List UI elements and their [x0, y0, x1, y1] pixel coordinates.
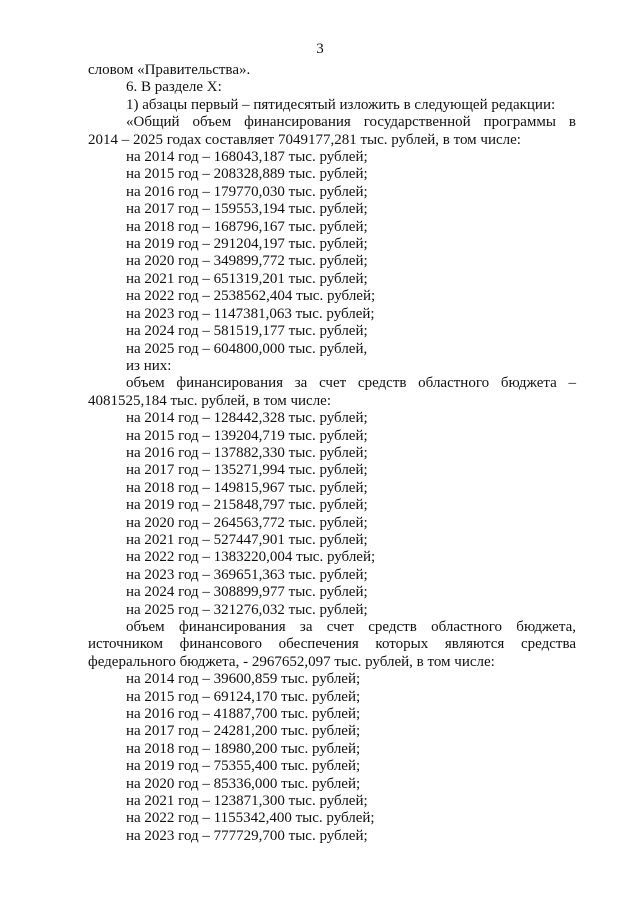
federal-funding-by-year — [88, 671, 576, 845]
federal-year-line: на 2023 год – 777729,700 тыс. рублей; — [126, 827, 368, 844]
regional-year-line: на 2021 год – 527447,901 тыс. рублей; — [126, 531, 368, 548]
regional-year-line: на 2023 год – 369651,363 тыс. рублей; — [126, 566, 368, 583]
federal-year-line: на 2017 год – 24281,200 тыс. рублей; — [126, 723, 361, 740]
regional-year-line: на 2016 год – 137882,330 тыс. рублей; — [126, 444, 368, 461]
regional-year-line: на 2015 год – 139204,719 тыс. рублей; — [126, 427, 368, 444]
federal-year-line: на 2016 год – 41887,700 тыс. рублей; — [126, 706, 361, 723]
amendment-instruction: 1) абзацы первый – пятидесятый изложить в следующей редакции: — [126, 96, 556, 113]
total-funding-by-year — [88, 149, 576, 358]
regional-year-line: на 2019 год – 215848,797 тыс. рублей; — [126, 497, 368, 514]
federal-year-line: на 2021 год – 123871,300 тыс. рублей; — [126, 793, 368, 810]
document-body — [88, 62, 576, 845]
section-heading: 6. В разделе X: — [126, 79, 222, 96]
total-year-line: на 2024 год – 581519,177 тыс. рублей; — [126, 323, 368, 340]
regional-funding-line-1: объем финансирования за счет средств областного бюджета – — [126, 375, 576, 392]
total-year-line: на 2021 год – 651319,201 тыс. рублей; — [126, 270, 368, 287]
regional-year-line: на 2017 год – 135271,994 тыс. рублей; — [126, 462, 368, 479]
regional-funding-by-year — [88, 410, 576, 619]
federal-year-line: на 2014 год – 39600,859 тыс. рублей; — [126, 671, 361, 688]
federal-year-line: на 2020 год – 85336,000 тыс. рублей; — [126, 775, 361, 792]
federal-year-line: на 2018 год – 18980,200 тыс. рублей; — [126, 740, 361, 757]
page-number: 3 — [316, 41, 324, 57]
federal-funding-line-1: объем финансирования за счет средств областного бюджета, — [126, 619, 576, 635]
of-them-label: из них: — [126, 357, 172, 374]
federal-funding-line-3: федерального бюджета, - 2967652,097 тыс. рублей, в том числе: — [88, 653, 495, 670]
total-year-line: на 2016 год – 179770,030 тыс. рублей; — [126, 183, 368, 200]
regional-year-line: на 2020 год – 264563,772 тыс. рублей; — [126, 514, 368, 531]
total-funding-line-2: 2014 – 2025 годах составляет 7049177,281 тыс. рублей, в том числе: — [88, 131, 521, 148]
federal-year-line: на 2019 год – 75355,400 тыс. рублей; — [126, 758, 361, 775]
intro-line-1: словом «Правительства». — [88, 62, 251, 78]
regional-year-line: на 2022 год – 1383220,004 тыс. рублей; — [126, 549, 376, 566]
total-year-line: на 2025 год – 604800,000 тыс. рублей, — [126, 340, 368, 357]
total-funding-line-1: «Общий объем финансирования государственной программы в — [126, 114, 576, 131]
total-year-line: на 2018 год – 168796,167 тыс. рублей; — [126, 218, 368, 235]
total-year-line: на 2020 год – 349899,772 тыс. рублей; — [126, 253, 368, 270]
total-year-line: на 2019 год – 291204,197 тыс. рублей; — [126, 236, 368, 253]
regional-year-line: на 2025 год – 321276,032 тыс. рублей; — [126, 601, 368, 618]
regional-funding-line-2: 4081525,184 тыс. рублей, в том числе: — [88, 392, 332, 409]
total-year-line: на 2015 год – 208328,889 тыс. рублей; — [126, 166, 368, 183]
total-year-line: на 2022 год – 2538562,404 тыс. рублей; — [126, 288, 376, 305]
federal-year-line: на 2015 год – 69124,170 тыс. рублей; — [126, 688, 361, 705]
regional-year-line: на 2024 год – 308899,977 тыс. рублей; — [126, 584, 368, 601]
regional-year-line: на 2014 год – 128442,328 тыс. рублей; — [126, 410, 368, 427]
federal-funding-line-2: источником финансового обеспечения которых являются средства — [88, 636, 576, 653]
total-year-line: на 2017 год – 159553,194 тыс. рублей; — [126, 201, 368, 218]
federal-year-line: на 2022 год – 1155342,400 тыс. рублей; — [126, 810, 375, 827]
total-year-line: на 2014 год – 168043,187 тыс. рублей; — [126, 149, 368, 166]
total-year-line: на 2023 год – 1147381,063 тыс. рублей; — [126, 305, 375, 322]
regional-year-line: на 2018 год – 149815,967 тыс. рублей; — [126, 479, 368, 496]
